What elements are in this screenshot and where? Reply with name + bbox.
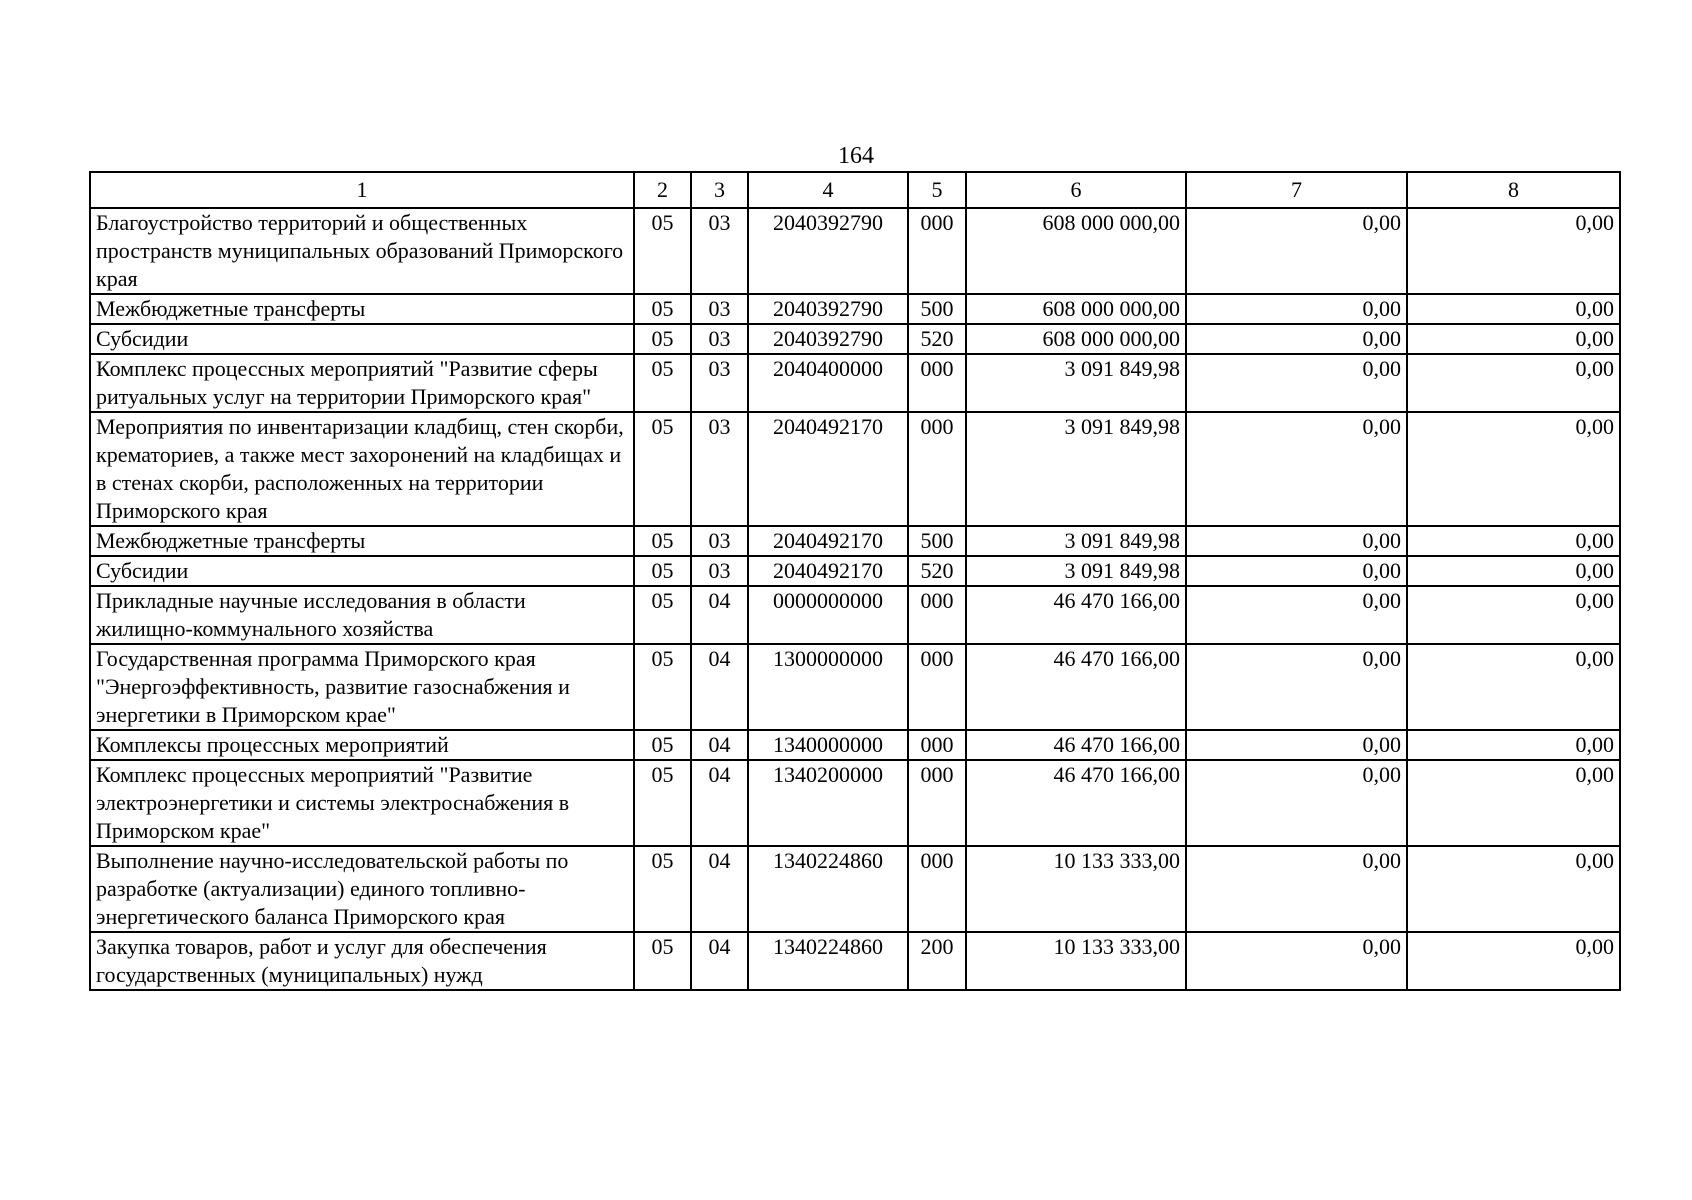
row-subsection: 03 xyxy=(691,324,748,354)
row-amount-7: 0,00 xyxy=(1186,208,1407,294)
row-amount-6: 46 470 166,00 xyxy=(966,760,1186,846)
row-amount-8: 0,00 xyxy=(1407,846,1620,932)
row-name: Закупка товаров, работ и услуг для обеспечения государственных (муниципальных) нужд xyxy=(90,932,634,990)
row-amount-8: 0,00 xyxy=(1407,730,1620,760)
row-amount-7: 0,00 xyxy=(1186,846,1407,932)
row-name: Субсидии xyxy=(90,556,634,586)
row-amount-8: 0,00 xyxy=(1407,412,1620,526)
row-amount-6: 608 000 000,00 xyxy=(966,324,1186,354)
row-name: Комплекс процессных мероприятий "Развитие электроэнергетики и системы электроснабжения в Приморском крае" xyxy=(90,760,634,846)
header-col-8: 8 xyxy=(1407,172,1620,208)
row-target-article: 2040392790 xyxy=(748,294,908,324)
header-col-2: 2 xyxy=(634,172,691,208)
row-target-article: 2040492170 xyxy=(748,556,908,586)
page-number: 164 xyxy=(838,143,874,169)
table-row xyxy=(90,932,1620,990)
row-amount-7: 0,00 xyxy=(1186,294,1407,324)
table-row xyxy=(90,412,1620,526)
row-amount-8: 0,00 xyxy=(1407,644,1620,730)
row-expense-type: 000 xyxy=(908,846,966,932)
row-amount-7: 0,00 xyxy=(1186,932,1407,990)
row-name: Комплексы процессных мероприятий xyxy=(90,730,634,760)
row-amount-8: 0,00 xyxy=(1407,526,1620,556)
row-subsection: 04 xyxy=(691,760,748,846)
row-expense-type: 000 xyxy=(908,730,966,760)
row-name: Мероприятия по инвентаризации кладбищ, стен скорби, крематориев, а также мест захоронений на кладбищах и в стенах скорби, расположенных на территории Приморского края xyxy=(90,412,634,526)
header-col-6: 6 xyxy=(966,172,1186,208)
table-row xyxy=(90,730,1620,760)
row-section: 05 xyxy=(634,324,691,354)
row-amount-7: 0,00 xyxy=(1186,556,1407,586)
row-target-article: 2040492170 xyxy=(748,526,908,556)
row-amount-7: 0,00 xyxy=(1186,760,1407,846)
row-subsection: 03 xyxy=(691,208,748,294)
row-name: Субсидии xyxy=(90,324,634,354)
row-amount-6: 3 091 849,98 xyxy=(966,354,1186,412)
table-row xyxy=(90,846,1620,932)
row-subsection: 03 xyxy=(691,556,748,586)
row-expense-type: 000 xyxy=(908,644,966,730)
row-target-article: 1340200000 xyxy=(748,760,908,846)
table-row xyxy=(90,556,1620,586)
row-expense-type: 500 xyxy=(908,526,966,556)
table-row xyxy=(90,586,1620,644)
header-col-3: 3 xyxy=(691,172,748,208)
row-subsection: 04 xyxy=(691,586,748,644)
row-expense-type: 000 xyxy=(908,354,966,412)
row-subsection: 03 xyxy=(691,294,748,324)
row-expense-type: 500 xyxy=(908,294,966,324)
row-section: 05 xyxy=(634,730,691,760)
row-amount-8: 0,00 xyxy=(1407,294,1620,324)
table-row xyxy=(90,294,1620,324)
row-section: 05 xyxy=(634,932,691,990)
table-row xyxy=(90,324,1620,354)
row-amount-7: 0,00 xyxy=(1186,730,1407,760)
row-expense-type: 520 xyxy=(908,324,966,354)
row-section: 05 xyxy=(634,294,691,324)
header-col-5: 5 xyxy=(908,172,966,208)
row-section: 05 xyxy=(634,846,691,932)
header-col-7: 7 xyxy=(1186,172,1407,208)
header-col-4: 4 xyxy=(748,172,908,208)
row-name: Выполнение научно-исследовательской работы по разработке (актуализации) единого топливно-энергетического баланса Приморского края xyxy=(90,846,634,932)
row-subsection: 04 xyxy=(691,846,748,932)
row-expense-type: 000 xyxy=(908,208,966,294)
table-row xyxy=(90,354,1620,412)
table-row xyxy=(90,644,1620,730)
row-name: Межбюджетные трансферты xyxy=(90,294,634,324)
row-expense-type: 000 xyxy=(908,412,966,526)
row-target-article: 0000000000 xyxy=(748,586,908,644)
row-amount-8: 0,00 xyxy=(1407,932,1620,990)
table-row xyxy=(90,526,1620,556)
row-name: Государственная программа Приморского края "Энергоэффективность, развитие газоснабжения и энергетики в Приморском крае" xyxy=(90,644,634,730)
row-section: 05 xyxy=(634,556,691,586)
row-target-article: 1340000000 xyxy=(748,730,908,760)
row-amount-6: 46 470 166,00 xyxy=(966,586,1186,644)
row-amount-7: 0,00 xyxy=(1186,526,1407,556)
row-amount-6: 46 470 166,00 xyxy=(966,730,1186,760)
row-expense-type: 000 xyxy=(908,760,966,846)
row-amount-7: 0,00 xyxy=(1186,586,1407,644)
row-amount-8: 0,00 xyxy=(1407,354,1620,412)
row-amount-8: 0,00 xyxy=(1407,324,1620,354)
row-target-article: 1340224860 xyxy=(748,932,908,990)
row-subsection: 03 xyxy=(691,354,748,412)
row-target-article: 1340224860 xyxy=(748,846,908,932)
row-subsection: 04 xyxy=(691,932,748,990)
row-name: Межбюджетные трансферты xyxy=(90,526,634,556)
row-amount-6: 3 091 849,98 xyxy=(966,412,1186,526)
row-expense-type: 200 xyxy=(908,932,966,990)
row-name: Прикладные научные исследования в области жилищно-коммунального хозяйства xyxy=(90,586,634,644)
row-amount-8: 0,00 xyxy=(1407,760,1620,846)
row-target-article: 2040392790 xyxy=(748,324,908,354)
row-amount-6: 10 133 333,00 xyxy=(966,846,1186,932)
row-amount-6: 3 091 849,98 xyxy=(966,556,1186,586)
row-subsection: 04 xyxy=(691,644,748,730)
row-amount-8: 0,00 xyxy=(1407,208,1620,294)
row-expense-type: 520 xyxy=(908,556,966,586)
row-expense-type: 000 xyxy=(908,586,966,644)
row-subsection: 03 xyxy=(691,526,748,556)
row-section: 05 xyxy=(634,760,691,846)
row-section: 05 xyxy=(634,354,691,412)
row-subsection: 04 xyxy=(691,730,748,760)
row-amount-6: 10 133 333,00 xyxy=(966,932,1186,990)
row-subsection: 03 xyxy=(691,412,748,526)
row-amount-7: 0,00 xyxy=(1186,324,1407,354)
row-name: Благоустройство территорий и общественных пространств муниципальных образований Приморского края xyxy=(90,208,634,294)
row-target-article: 2040392790 xyxy=(748,208,908,294)
row-amount-8: 0,00 xyxy=(1407,556,1620,586)
row-amount-6: 3 091 849,98 xyxy=(966,526,1186,556)
table-row xyxy=(90,208,1620,294)
row-name: Комплекс процессных мероприятий "Развитие сферы ритуальных услуг на территории Приморского края" xyxy=(90,354,634,412)
row-amount-6: 608 000 000,00 xyxy=(966,208,1186,294)
table-row xyxy=(90,760,1620,846)
row-amount-7: 0,00 xyxy=(1186,644,1407,730)
row-target-article: 1300000000 xyxy=(748,644,908,730)
row-amount-7: 0,00 xyxy=(1186,412,1407,526)
row-target-article: 2040400000 xyxy=(748,354,908,412)
row-amount-6: 46 470 166,00 xyxy=(966,644,1186,730)
row-section: 05 xyxy=(634,644,691,730)
header-col-1: 1 xyxy=(90,172,634,208)
row-amount-8: 0,00 xyxy=(1407,586,1620,644)
row-target-article: 2040492170 xyxy=(748,412,908,526)
budget-table xyxy=(89,171,1621,991)
row-section: 05 xyxy=(634,586,691,644)
row-section: 05 xyxy=(634,526,691,556)
header-row xyxy=(90,172,1620,208)
row-amount-7: 0,00 xyxy=(1186,354,1407,412)
row-section: 05 xyxy=(634,412,691,526)
row-amount-6: 608 000 000,00 xyxy=(966,294,1186,324)
row-section: 05 xyxy=(634,208,691,294)
